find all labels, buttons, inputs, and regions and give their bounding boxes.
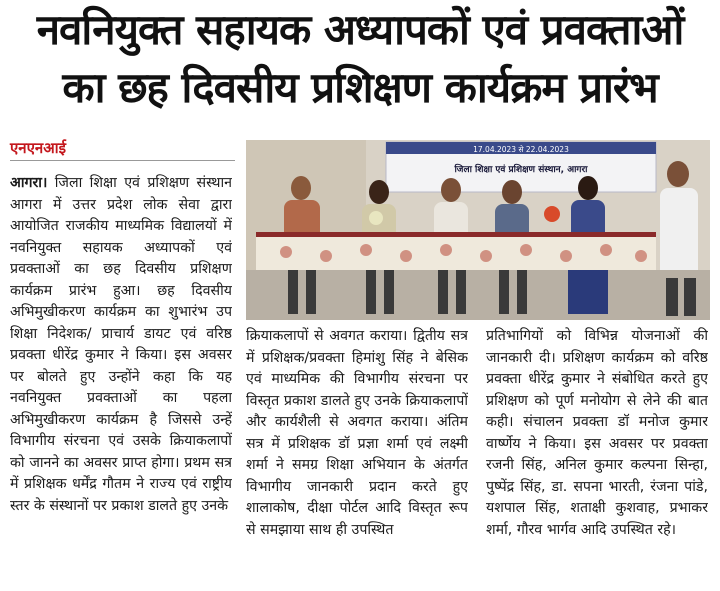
- event-photo-illustration: [246, 140, 710, 320]
- photo-banner-dates: 17.04.2023 से 22.04.2023: [473, 145, 569, 154]
- article-column-1: [10, 173, 232, 583]
- headline-line-1: नवनियुक्त सहायक अध्यापकों एवं प्रवक्ताओं: [36, 5, 684, 54]
- photo-banner-text: जिला शिक्षा एवं प्रशिक्षण संस्थान, आगरा: [454, 165, 588, 175]
- column-1-text: जिला शिक्षा एवं प्रशिक्षण संस्थान आगरा में उत्तर प्रदेश लोक सेवा द्वारा आयोजित राजकीय माध्यमिक विद्यालयों में नवनियुक्त सहायक अध्यापकों एवं प्रवक्ताओं का छह दिवसीय प्रशिक्षण कार्यक्रम प्रारंभ हुआ। छह दिवसीय अभिमुखीकरण कार्यक्रम का शुभारंभ उप शिक्षा निदेशक/ प्राचार्य डायट एवं वरिष्ठ प्रवक्ता धीरेंद्र कुमार ने किया। इस अवसर पर बोलते हुए उन्होंने कहा कि यह नवनियुक्त प्रवक्ताओं का पहला अभिमुखीकरण कार्यक्रम है जिससे उन्हें विभागीय संरचना एवं उसके क्रियाकलापों को जानने का अवसर प्राप्त होगा। प्रथम सत्र में प्रशिक्षक धर्मेंद्र गौतम ने राज्य एवं राष्ट्रीय स्तर के संस्थानों पर प्रकाश डालते हुए उनके: [10, 175, 232, 514]
- photo-flowers-2: [544, 206, 560, 222]
- event-photo: [246, 140, 710, 320]
- photo-table: [256, 232, 656, 270]
- article-column-2: क्रियाकलापों से अवगत कराया। द्वितीय सत्र में प्रशिक्षक/प्रवक्ता हिमांशु सिंह ने बेसिक एवं माध्यमिक की विभागीय संरचना पर विस्तृत प्रकाश डालते हुए उनके क्रियाकलापों और कार्यशैली से अवगत कराया। अंतिम सत्र में प्रशिक्षक डॉ प्रज्ञा शर्मा एवं लक्ष्मी शर्मा ने समग्र शिक्षा अभियान के अंतर्गत विभागीय जानकारी प्रदान करते हुए शालाकोष, दीक्षा पोर्टल आदि विस्तृत रूप से समझाया साथ ही उपस्थित: [246, 328, 468, 538]
- dateline: आगरा।: [10, 175, 48, 191]
- byline: एनएनआई: [10, 139, 66, 157]
- headline-line-2: का छह दिवसीय प्रशिक्षण कार्यक्रम प्रारंभ: [62, 63, 658, 112]
- article-column-3: प्रतिभागियों को विभिन्न योजनाओं की जानकारी दी। प्रशिक्षण कार्यक्रम को वरिष्ठ प्रवक्ता धीरेंद्र कुमार ने संबोधित करते हुए प्रशिक्षण को पूर्ण मनोयोग से लेने की बात कही। संचालन प्रवक्ता डॉ मनोज कुमार वार्ष्णेय ने किया। इस अवसर पर प्रवक्ता रजनी सिंह, अनिल कुमार कल्पना सिन्हा, पुष्पेंद्र सिंह, डा. सपना भारती, रंजना पांडे, यशपाल सिंह, शताक्षी कुशवाह, प्रभाकर शर्मा, गौरव भार्गव आदि उपस्थित रहे।: [486, 328, 708, 538]
- photo-flowers-1: [369, 211, 383, 225]
- byline-divider: [10, 160, 235, 161]
